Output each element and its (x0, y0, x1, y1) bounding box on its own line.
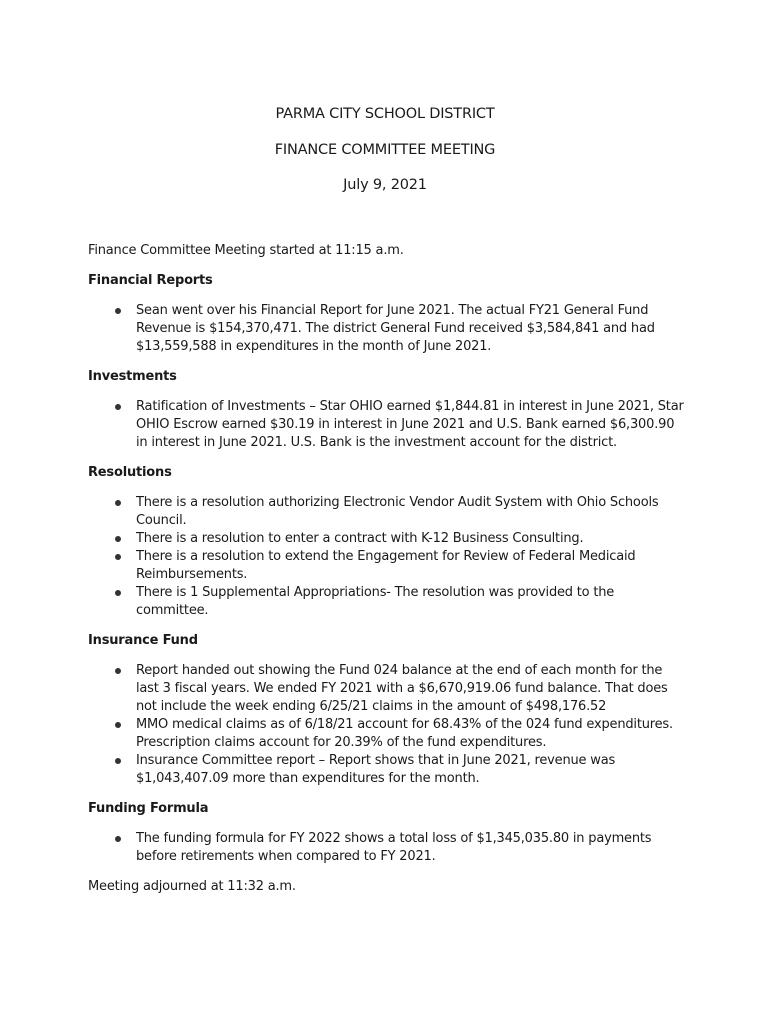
bullet-icon (115, 668, 121, 674)
bullet-icon (115, 758, 121, 764)
list-item-text: There is a resolution to extend the Engagement for Review of Federal Medicaid Reimbursements. (136, 549, 636, 582)
insurance-fund-heading: Insurance Fund (88, 633, 198, 648)
list-item (88, 752, 688, 788)
list-item (88, 530, 688, 548)
list-item-text: Sean went over his Financial Report for June 2021. The actual FY21 General Fund Revenue is $154,370,471. The district General Fund received $3,584,841 and had $13,559,588 in expenditures in the month of June 2021. (136, 303, 655, 354)
list-item (88, 398, 688, 452)
list-item (88, 716, 688, 752)
bullet-icon (115, 536, 121, 542)
list-item (88, 548, 688, 584)
bullet-icon (115, 836, 121, 842)
list-item-text: The funding formula for FY 2022 shows a total loss of $1,345,035.80 in payments before retirements when compared to FY 2021. (136, 831, 652, 864)
closing-statement: Meeting adjourned at 11:32 a.m. (88, 879, 296, 894)
list-item (88, 830, 688, 866)
financial-reports-list (88, 302, 688, 356)
bullet-icon (115, 590, 121, 596)
list-item-text: Ratification of Investments – Star OHIO earned $1,844.81 in interest in June 2021, Star OHIO Escrow earned $30.19 in interest in June 2021 and U.S. Bank earned $6,300.90 in interest in June 2021. U.S. Bank is the investment account for the district. (136, 399, 684, 450)
list-item-text: There is 1 Supplemental Appropriations- The resolution was provided to the committee. (136, 585, 615, 618)
bullet-icon (115, 404, 121, 410)
list-item (88, 302, 688, 356)
insurance-fund-list (88, 662, 688, 788)
financial-reports-heading: Financial Reports (88, 273, 213, 288)
list-item-text: There is a resolution to enter a contract with K-12 Business Consulting. (136, 531, 584, 546)
list-item (88, 494, 688, 530)
opening-statement: Finance Committee Meeting started at 11:15 a.m. (88, 243, 404, 258)
investments-heading: Investments (88, 369, 177, 384)
bullet-icon (115, 500, 121, 506)
meeting-title: FINANCE COMMITTEE MEETING (274, 142, 496, 158)
funding-formula-list (88, 830, 688, 866)
investments-list (88, 398, 688, 452)
meeting-date: July 9, 2021 (343, 177, 427, 193)
bullet-icon (115, 554, 121, 560)
funding-formula-heading: Funding Formula (88, 801, 209, 816)
list-item-text: There is a resolution authorizing Electronic Vendor Audit System with Ohio Schools Council. (136, 495, 659, 528)
resolutions-list (88, 494, 688, 620)
list-item (88, 662, 688, 716)
district-title: PARMA CITY SCHOOL DISTRICT (275, 106, 495, 122)
list-item-text: Report handed out showing the Fund 024 balance at the end of each month for the last 3 fiscal years. We ended FY 2021 with a $6,670,919.06 fund balance. That does not include the week ending 6/25/21 claims in the amount of $498,176.52 (136, 663, 668, 714)
list-item-text: Insurance Committee report – Report shows that in June 2021, revenue was $1,043,407.09 more than expenditures for the month. (136, 753, 616, 786)
resolutions-heading: Resolutions (88, 465, 172, 480)
minutes-body (88, 242, 688, 908)
bullet-icon (115, 722, 121, 728)
bullet-icon (115, 308, 121, 314)
list-item-text: MMO medical claims as of 6/18/21 account for 68.43% of the 024 fund expenditures. Prescription claims account for 20.39% of the fund expenditures. (136, 717, 673, 750)
list-item (88, 584, 688, 620)
